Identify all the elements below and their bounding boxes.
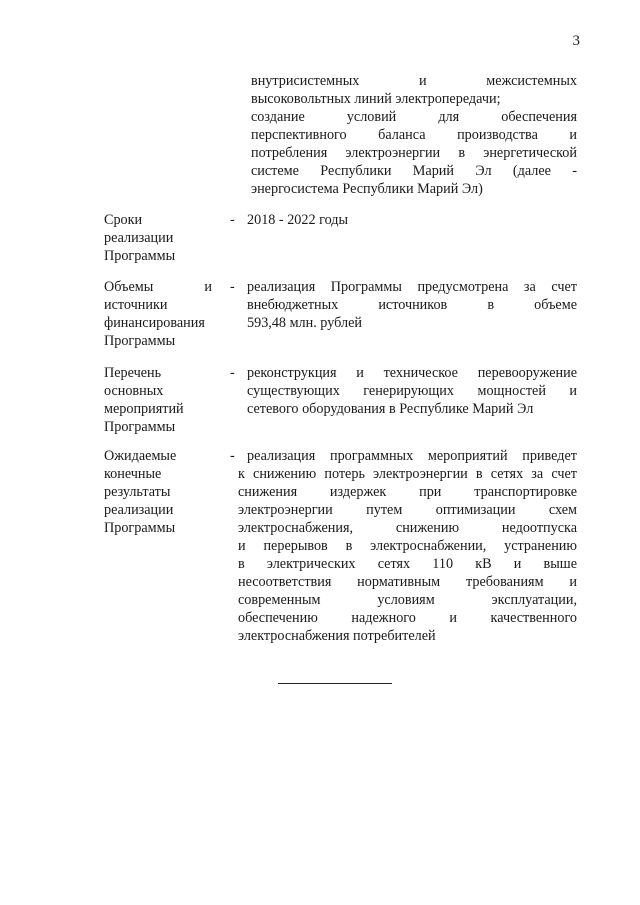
- intro-line: внутрисистемных и межсистемных: [251, 73, 577, 89]
- intro-line: системе Республики Марий Эл (далее -: [251, 163, 577, 179]
- row-dash: -: [230, 212, 235, 228]
- label-line: Программы: [104, 248, 176, 264]
- row-label: [104, 278, 212, 350]
- label-line: Перечень: [104, 365, 162, 381]
- value-line: снижения издержек при транспортировке: [238, 484, 577, 500]
- label-line: Программы: [104, 333, 176, 349]
- value-line: современным условиям эксплуатации,: [238, 592, 577, 608]
- row-dash: -: [230, 448, 235, 464]
- label-line: результаты: [104, 484, 171, 500]
- intro-line: создание условий для обеспечения: [251, 109, 577, 125]
- label-line: Ожидаемые: [104, 448, 177, 464]
- value-line: внебюджетных источников в объеме: [247, 297, 577, 313]
- label-line: мероприятий: [104, 401, 184, 417]
- label-line: финансирования: [104, 315, 205, 331]
- closing-rule: [278, 683, 392, 684]
- value-line: несоответствия нормативным требованиям и: [238, 574, 577, 590]
- row-dash: -: [230, 279, 235, 295]
- row-value: [247, 278, 577, 332]
- value-line: к снижению потерь электроэнергии в сетях за счет: [238, 466, 577, 482]
- value-line: сетевого оборудования в Республике Марий Эл: [247, 401, 534, 417]
- value-line: 2018 - 2022 годы: [247, 212, 349, 228]
- intro-continuation: [251, 72, 577, 198]
- value-line: в электрических сетях 110 кВ и выше: [238, 556, 577, 572]
- label-line: реализации: [104, 502, 174, 518]
- intro-line: высоковольтных линий электропередачи;: [251, 91, 501, 107]
- value-line: и перерывов в электроснабжении, устранению: [238, 538, 577, 554]
- value-line: электроэнергии путем оптимизации схем: [238, 502, 577, 518]
- row-value: [238, 447, 577, 645]
- intro-line: энергосистема Республики Марий Эл): [251, 181, 483, 197]
- label-line: реализации: [104, 230, 174, 246]
- page-number: 3: [572, 33, 580, 49]
- value-line: 593,48 млн. рублей: [247, 315, 362, 331]
- value-line: обеспечению надежного и качественного: [238, 610, 577, 626]
- row-label: [104, 447, 212, 537]
- value-line: реализация Программы предусмотрена за счет: [247, 279, 577, 295]
- label-line: Объемы и: [104, 279, 212, 295]
- value-line: электроснабжения, снижению недоотпуска: [238, 520, 577, 536]
- value-line: существующих генерирующих мощностей и: [247, 383, 577, 399]
- intro-line: перспективного баланса производства и: [251, 127, 577, 143]
- label-line: Сроки: [104, 212, 143, 228]
- label-line: Программы: [104, 520, 176, 536]
- label-line: основных: [104, 383, 164, 399]
- row-dash: -: [230, 365, 235, 381]
- value-line: электроснабжения потребителей: [238, 628, 436, 644]
- label-line: источники: [104, 297, 168, 313]
- label-line: Программы: [104, 419, 176, 435]
- row-label: [104, 211, 212, 265]
- value-line: реконструкция и техническое перевооружение: [247, 365, 577, 381]
- intro-line: потребления электроэнергии в энергетической: [251, 145, 577, 161]
- row-value: [247, 364, 577, 418]
- label-line: конечные: [104, 466, 162, 482]
- row-label: [104, 364, 212, 436]
- row-value: [247, 211, 577, 229]
- value-line: реализация программных мероприятий приведет: [247, 448, 577, 464]
